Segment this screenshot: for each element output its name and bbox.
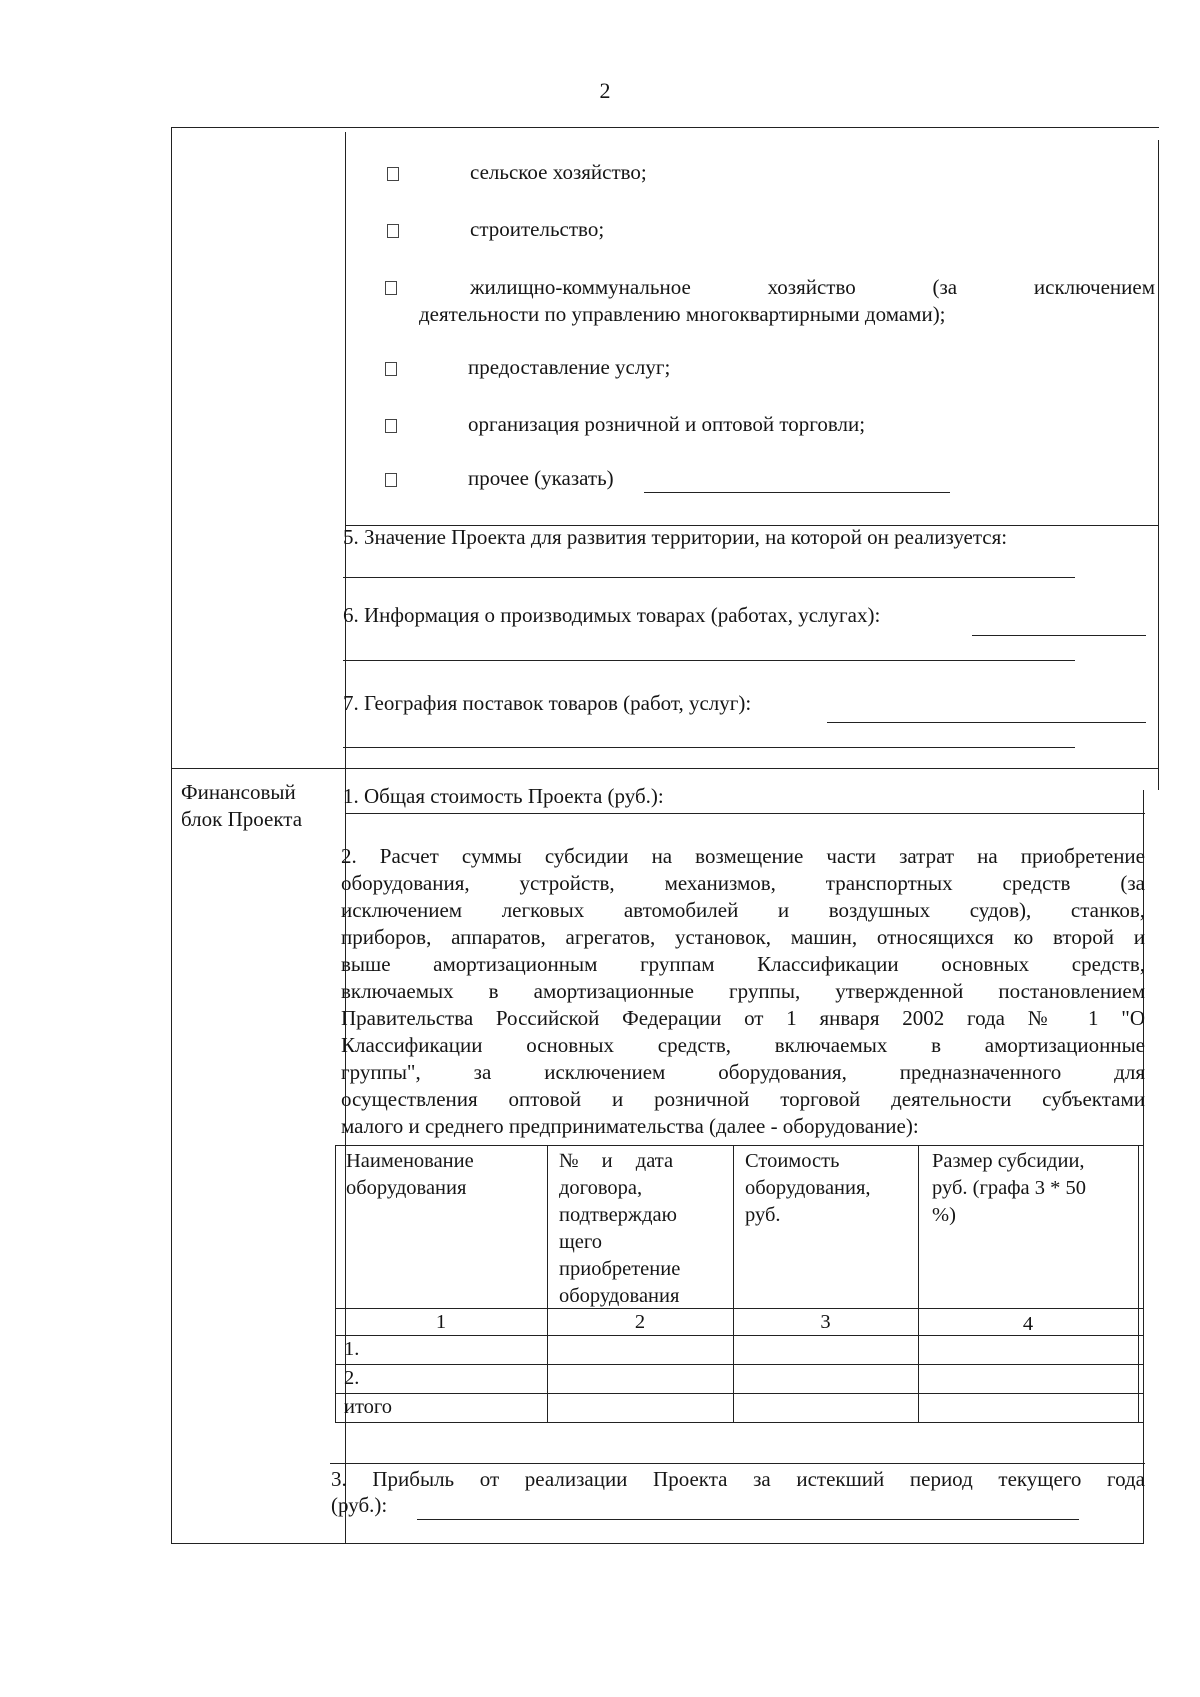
financial-item-1-blank[interactable] — [720, 813, 1086, 814]
activity-label: жилищно-коммунальное хозяйство (за исключением — [470, 275, 1155, 299]
paragraph-line: группы", за исключением оборудования, предназначенного для — [341, 1060, 1145, 1084]
paragraph-line: исключением легковых автомобилей и воздушных судов), станков, — [341, 898, 1145, 922]
table-row-label: 2. — [344, 1367, 360, 1389]
paragraph-line: Правительства Российской Федерации от 1 января 2002 года № 1 "О — [341, 1006, 1145, 1030]
equipment-table-col-line — [733, 1145, 734, 1422]
table-bottom-border — [171, 1543, 1144, 1544]
item-5-blank[interactable] — [343, 577, 1075, 578]
item-7-label: 7. География поставок товаров (работ, услуг): — [343, 691, 752, 715]
activity-option — [0, 160, 1200, 200]
checkbox[interactable] — [385, 419, 397, 433]
checkbox[interactable] — [385, 362, 397, 376]
activity-label: прочее (указать) — [468, 466, 614, 490]
item-6-blank[interactable] — [343, 660, 1075, 661]
item-5-label: 5. Значение Проекта для развития территории, на которой он реализуется: — [343, 525, 1008, 549]
activity-label: предоставление услуг; — [468, 355, 671, 379]
row-divider-financial — [171, 768, 1159, 769]
table-row-label: 1. — [344, 1338, 360, 1360]
column-number: 4 — [1022, 1313, 1034, 1335]
equipment-table-bottom — [335, 1422, 1143, 1423]
column-number: 2 — [634, 1311, 646, 1333]
equipment-table-top — [335, 1145, 1143, 1146]
item-6-blank-inline[interactable] — [972, 635, 1146, 636]
paragraph-line: включаемых в амортизационные группы, утвержденной постановлением — [341, 979, 1145, 1003]
paragraph-line: Классификации основных средств, включаемых в амортизационные — [341, 1033, 1145, 1057]
row-divider-item3 — [330, 1463, 1145, 1464]
equipment-table-header-cost: Стоимость оборудования, руб. — [745, 1150, 871, 1226]
equipment-table-header-contract: № и дата договора, подтверждаю щего приобретение оборудования — [559, 1150, 681, 1307]
checkbox[interactable] — [387, 167, 399, 181]
checkbox[interactable] — [385, 473, 397, 487]
table-row-label: итого — [344, 1396, 393, 1418]
equipment-table-col-line — [918, 1145, 919, 1422]
financial-block-title-line2: блок Проекта — [181, 807, 303, 831]
financial-item-3-line2: (руб.): — [331, 1493, 388, 1517]
activity-label: организация розничной и оптовой торговли; — [468, 412, 866, 436]
equipment-table-col-line — [547, 1145, 548, 1422]
financial-item-1-label: 1. Общая стоимость Проекта (руб.): — [343, 784, 664, 808]
activity-option — [0, 217, 1200, 257]
item-7-blank[interactable] — [343, 747, 1075, 748]
other-specify-blank[interactable] — [644, 492, 950, 493]
table-left-border — [171, 127, 172, 1543]
equipment-table-col-line — [335, 1145, 336, 1422]
paragraph-line: приборов, аппаратов, агрегатов, установок, машин, относящихся ко второй и — [341, 925, 1145, 949]
paragraph-line: 2. Расчет суммы субсидии на возмещение части затрат на приобретение — [341, 844, 1145, 868]
equipment-table-header-name: Наименование оборудования — [346, 1150, 474, 1199]
equipment-table-header-subsidy: Размер субсидии, руб. (графа 3 * 50 %) — [932, 1150, 1086, 1226]
column-number: 3 — [820, 1311, 831, 1333]
paragraph-line: оборудования, устройств, механизмов, транспортных средств (за — [341, 871, 1145, 895]
paragraph-line: выше амортизационным группам Классификации основных средств, — [341, 952, 1145, 976]
checkbox[interactable] — [385, 281, 397, 295]
paragraph-line: осуществления оптовой и розничной торговой деятельности субъектами — [341, 1087, 1145, 1111]
column-number: 1 — [435, 1311, 447, 1333]
activity-option — [0, 274, 1200, 334]
checkbox[interactable] — [387, 224, 399, 238]
equipment-table-row-line — [335, 1364, 1143, 1365]
activity-option — [0, 355, 1200, 395]
item-7-blank-inline[interactable] — [827, 722, 1146, 723]
page-number: 2 — [599, 78, 611, 103]
item-6-label: 6. Информация о производимых товарах (работах, услугах): — [343, 603, 881, 627]
activity-label-continuation: деятельности по управлению многоквартирными домами); — [419, 302, 946, 326]
activity-label: сельское хозяйство; — [470, 160, 647, 184]
financial-block-title-line1: Финансовый — [181, 780, 296, 804]
activity-option — [0, 466, 1200, 506]
financial-item-3-blank[interactable] — [417, 1519, 1079, 1520]
equipment-table-row-line — [335, 1393, 1143, 1394]
activity-label: строительство; — [470, 217, 605, 241]
equipment-table-col-line — [1138, 1145, 1139, 1422]
activity-option — [0, 412, 1200, 452]
table-top-border — [171, 127, 1159, 128]
financial-item-3-line1: 3. Прибыль от реализации Проекта за истекший период текущего года — [331, 1467, 1145, 1491]
paragraph-line: малого и среднего предпринимательства (далее - оборудование): — [341, 1114, 919, 1138]
